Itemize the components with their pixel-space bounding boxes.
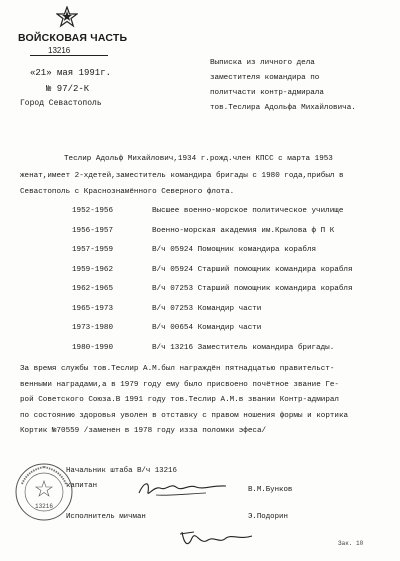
- city-line: Город Севастополь: [20, 99, 102, 108]
- intro-line: Теслир Адольф Михайлович,1934 г.рожд.член КПСС с марта 1953: [64, 155, 333, 163]
- unit-divider: [30, 55, 108, 56]
- archive-mark: Зак. 10: [338, 540, 364, 547]
- career-desc: В/ч 05924 Старший помощник командира корабля: [152, 265, 353, 274]
- unit-title: ВОЙСКОВАЯ ЧАСТЬ: [18, 32, 128, 44]
- career-years: 1956-1957: [72, 226, 114, 235]
- date-line: «21» мая 1991г.: [30, 68, 112, 78]
- service-line: рой Советского Союза.В 1991 году тов.Теслир А.М.в звании Контр-адмирал: [20, 396, 339, 405]
- career-years: 1962-1965: [72, 285, 114, 293]
- star-emblem-icon: [56, 6, 78, 28]
- intro-line: женат,имеет 2-хдетей,заместитель командира бригады с 1980 года,прибыл в: [20, 171, 344, 180]
- chief-role-line: Начальник штаба В/ч 13216: [66, 467, 177, 475]
- career-desc: В/ч 07253 Командир части: [152, 304, 262, 313]
- career-years: 1973-1980: [72, 324, 114, 332]
- document-number: № 97/2-К: [46, 84, 90, 94]
- career-desc: В/ч 07253 Старший помощник командира корабля: [152, 285, 353, 293]
- career-years: 1959-1962: [72, 265, 114, 274]
- career-desc: В/ч 05924 Помощник командира корабля: [152, 246, 317, 254]
- executor-signature-scrawl: [178, 526, 258, 552]
- career-years: 1952-1956: [72, 207, 114, 215]
- seal-number: 13216: [34, 503, 54, 510]
- extract-line: заместителя командира по: [210, 74, 320, 82]
- career-desc: Военно-морская академия им.Крылова ф П К: [152, 226, 335, 235]
- career-desc: Высшее военно-морское политическое училище: [152, 207, 344, 215]
- service-line: Кортик №70559 /заменен в 1978 году изза поломки эфеса/: [20, 427, 267, 436]
- career-desc: В/ч 00654 Командир части: [152, 324, 262, 332]
- extract-line: Выписка из личного дела: [210, 59, 315, 67]
- career-years: 1965-1973: [72, 304, 114, 313]
- career-years: 1980-1990: [72, 343, 114, 352]
- service-paragraph: [20, 362, 348, 440]
- executor-role: Исполнитель мичман: [66, 513, 146, 521]
- executor-name: Э.Подорин: [248, 513, 288, 521]
- extract-line: политчасти контр-адмирала: [210, 89, 324, 97]
- intro-paragraph: [20, 151, 344, 201]
- service-line: венными наградами,а в 1979 году ему было присвоено почётное звание Ге-: [20, 380, 339, 389]
- chief-name: В.М.Бунков: [248, 486, 293, 494]
- career-desc: В/ч 13216 Заместитель командира бригады.: [152, 343, 335, 352]
- extract-heading: [210, 56, 356, 116]
- service-line: по состоянию здоровья уволен в отставку с правом ношения формы и кортика: [20, 411, 349, 420]
- chief-signature-scrawl: [136, 478, 236, 500]
- chief-rank-line: капитан: [66, 482, 98, 490]
- extract-line: тов.Теслира Адольфа Михайловича.: [210, 104, 356, 112]
- official-seal: [14, 462, 74, 522]
- unit-number: 13216: [48, 46, 71, 55]
- intro-line: Севастополь с Краснознамённого Северного флота.: [20, 188, 235, 196]
- service-line: За время службы тов.Теслир А.М.был награждён пятнадцатью правительст-: [20, 365, 335, 373]
- career-years: 1957-1959: [72, 246, 114, 254]
